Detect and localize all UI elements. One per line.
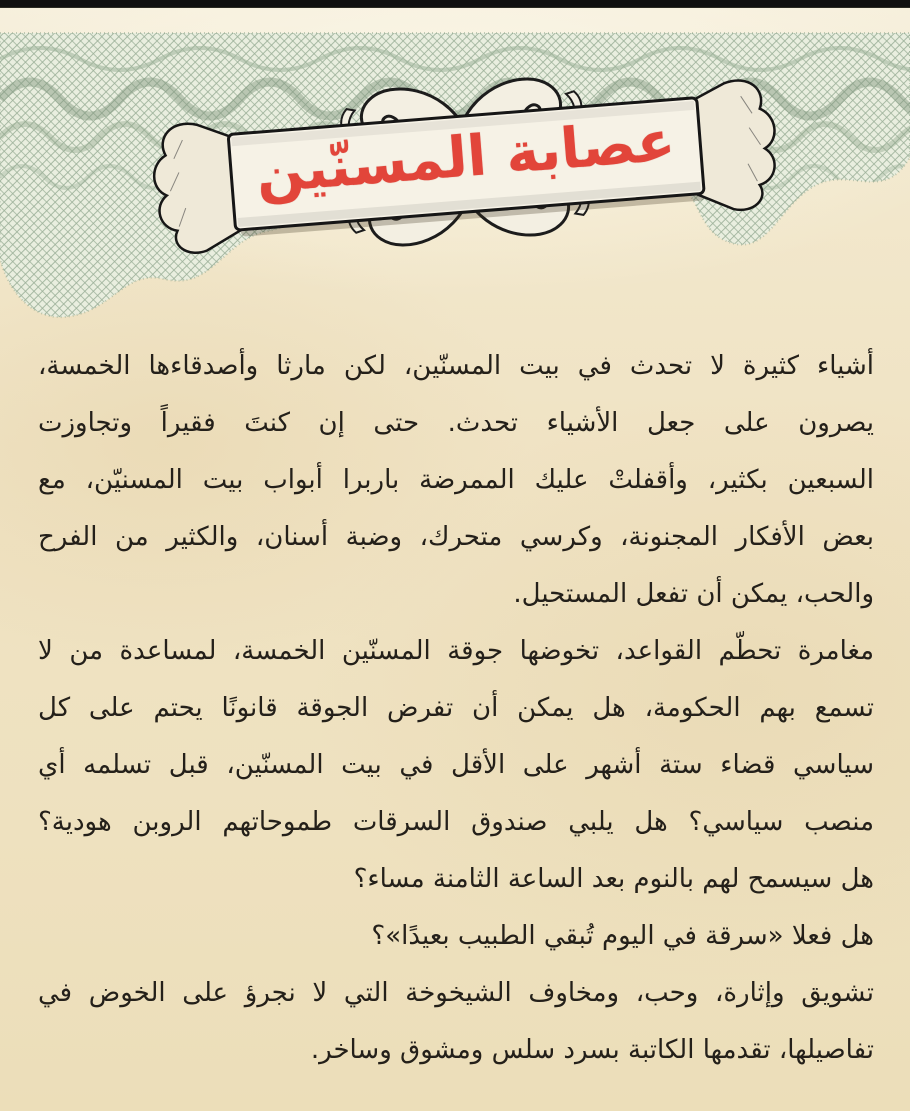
blurb-line: هل سيسمح لهم بالنوم بعد الساعة الثامنة مساء؟ bbox=[353, 864, 874, 894]
blurb-line: السبعين بكثير، وأقفلتْ عليك الممرضة باربرا أبواب بيت المسنيّن، مع bbox=[38, 465, 874, 495]
title-banner bbox=[145, 40, 785, 260]
blurb-line: مغامرة تحطّم القواعد، تخوضها جوقة المسنّين الخمسة، لمساعدة من لا bbox=[38, 636, 874, 666]
book-title: عصابة المسنّين bbox=[253, 108, 678, 206]
blurb-line: هل فعلا «سرقة في اليوم تُبقي الطبيب بعيدًا»؟ bbox=[371, 921, 874, 951]
blurb-line: تفاصيلها، تقدمها الكاتبة بسرد سلس ومشوق وساخر. bbox=[310, 1035, 874, 1065]
blurb-line: منصب سياسي؟ هل يلبي صندوق السرقات طموحاتهم الروبن هودية؟ bbox=[38, 807, 874, 837]
blurb bbox=[38, 338, 874, 1079]
blurb-line: تشويق وإثارة، وحب، ومخاوف الشيخوخة التي لا نجرؤ على الخوض في bbox=[38, 978, 874, 1008]
blurb-line: أشياء كثيرة لا تحدث في بيت المسنّين، لكن مارثا وأصدقاءها الخمسة، bbox=[38, 351, 874, 381]
blurb-line: بعض الأفكار المجنونة، وكرسي متحرك، وضبة أسنان، والكثير من الفرح bbox=[38, 522, 874, 552]
blurb-line: سياسي قضاء ستة أشهر على الأقل في بيت المسنّين، قبل تسلمه أي bbox=[38, 750, 874, 780]
blurb-line: يصرون على جعل الأشياء تحدث. حتى إن كنتَ فقيراً وتجاوزت bbox=[38, 408, 874, 438]
blurb-line: والحب، يمكن أن تفعل المستحيل. bbox=[513, 579, 874, 609]
blurb-line: تسمع بهم الحكومة، هل يمكن أن تفرض الجوقة قانونًا يحتم على كل bbox=[38, 693, 874, 723]
